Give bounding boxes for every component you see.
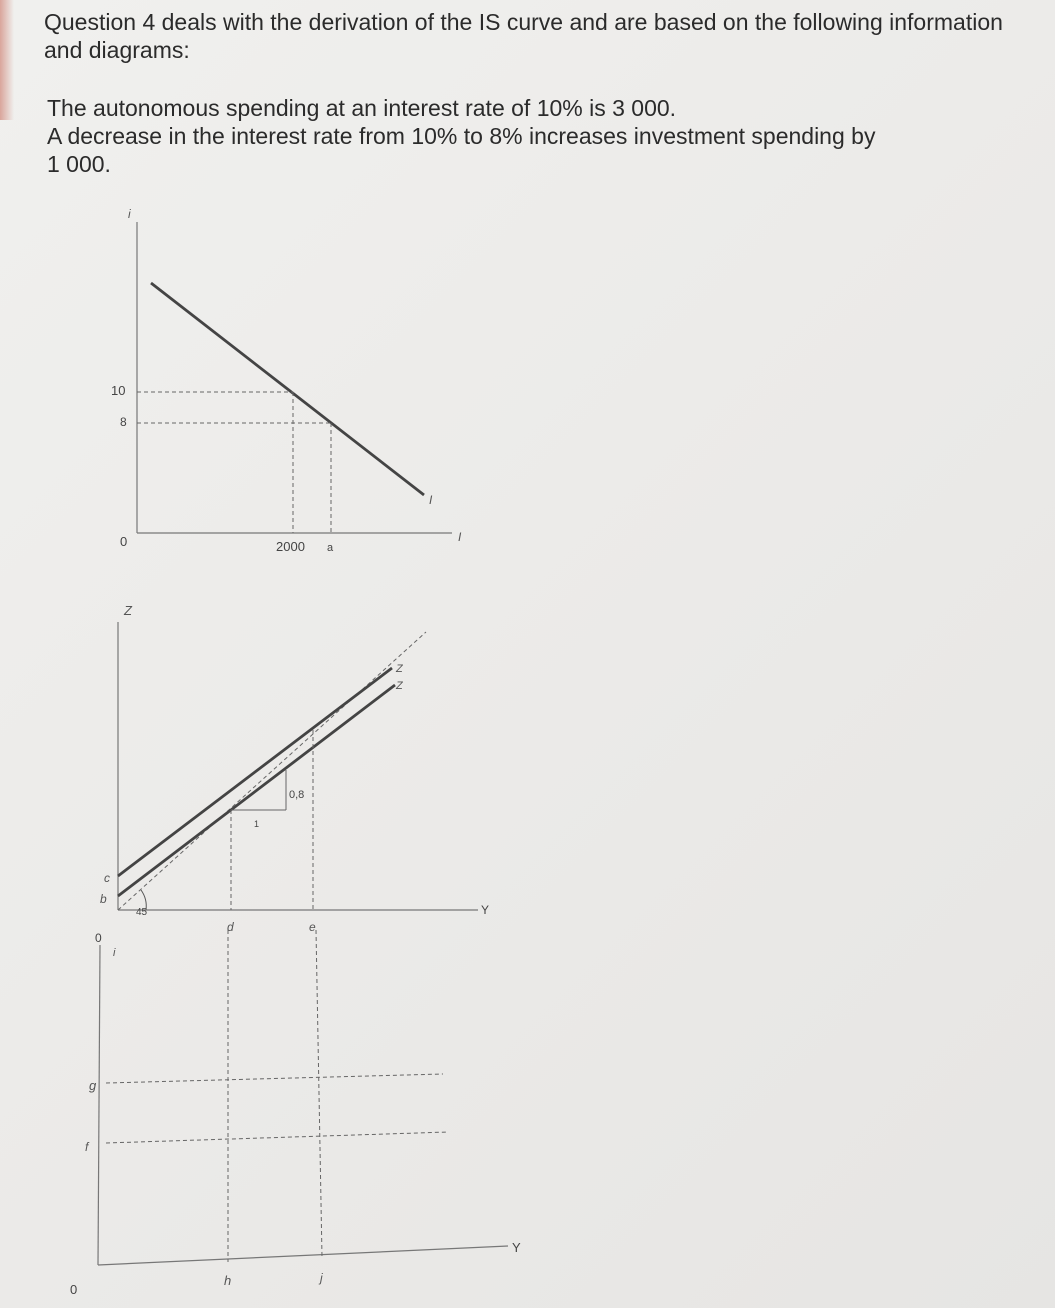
tick-label-a: a bbox=[327, 542, 334, 554]
forty-five-degree-line bbox=[118, 632, 426, 910]
demand-line-lower bbox=[118, 685, 395, 896]
intercept-b-label: b bbox=[100, 892, 107, 906]
top-x-axis-label: I bbox=[458, 530, 462, 544]
slope-run-label: 1 bbox=[254, 819, 260, 829]
x-point-h-label: h bbox=[224, 1273, 232, 1288]
is-diagram bbox=[70, 930, 521, 1297]
bottom-origin-label: 0 bbox=[70, 1282, 78, 1297]
tick-label-8: 8 bbox=[120, 415, 127, 429]
keynesian-cross-diagram bbox=[95, 603, 489, 945]
mid-origin-label: 0 bbox=[95, 931, 102, 945]
info-line-2: A decrease in the interest rate from 10% to 8% increases investment spending by bbox=[47, 123, 876, 149]
angle-label: 45 bbox=[136, 907, 148, 918]
x-point-d-label: d bbox=[227, 920, 234, 934]
level-f-label: f bbox=[85, 1140, 89, 1154]
bottom-y-axis-label: i bbox=[113, 947, 116, 959]
mid-y-axis-label: Z bbox=[124, 603, 132, 618]
level-g-label: g bbox=[89, 1078, 97, 1093]
investment-diagram bbox=[111, 207, 462, 554]
slope-rise-label: 0,8 bbox=[289, 789, 305, 801]
bottom-y-axis bbox=[98, 945, 100, 1265]
demand-line-upper bbox=[118, 668, 392, 876]
intro-line-1: Question 4 deals with the derivation of the IS curve and are based on the following information bbox=[44, 9, 1003, 35]
top-y-axis-label: i bbox=[128, 207, 131, 221]
investment-curve-label: I bbox=[429, 493, 433, 507]
info-line-3: 1 000. bbox=[47, 151, 111, 177]
x-point-e-label: e bbox=[309, 920, 316, 934]
investment-curve bbox=[151, 283, 424, 495]
tick-label-10: 10 bbox=[111, 383, 126, 398]
guide-f bbox=[106, 1132, 448, 1143]
info-line-1: The autonomous spending at an interest rate of 10% is 3 000. bbox=[47, 95, 677, 121]
demand-line-label-upper: Z bbox=[396, 663, 403, 675]
intro-line-2: and diagrams: bbox=[44, 37, 190, 63]
guide-g bbox=[106, 1074, 443, 1083]
mid-x-axis-label: Y bbox=[481, 903, 490, 917]
x-point-j-label: j bbox=[320, 1271, 323, 1285]
bottom-x-axis bbox=[98, 1246, 508, 1265]
top-origin-label: 0 bbox=[120, 534, 128, 549]
bottom-x-axis-label: Y bbox=[512, 1240, 521, 1255]
guide-j bbox=[316, 930, 322, 1257]
demand-line-label-lower: Z bbox=[396, 680, 403, 692]
intercept-c-label: c bbox=[104, 871, 110, 885]
tick-label-2000: 2000 bbox=[276, 539, 305, 554]
